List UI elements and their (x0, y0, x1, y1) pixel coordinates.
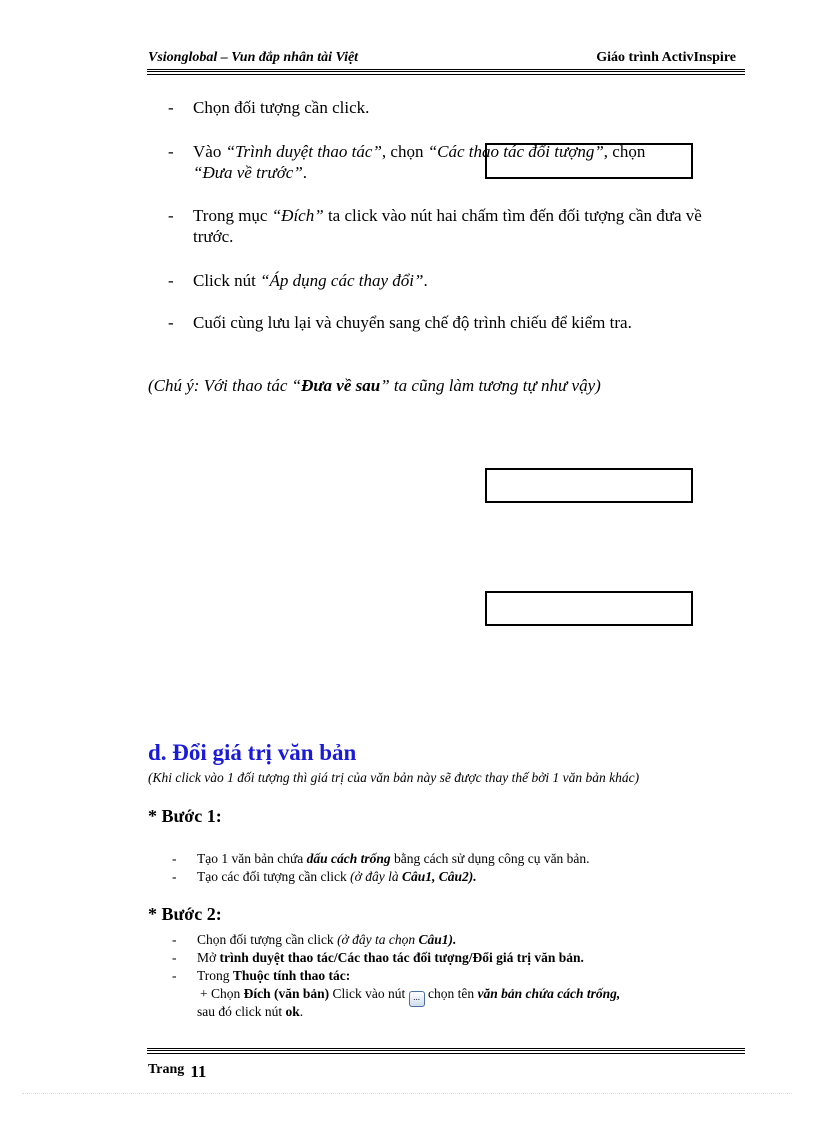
note: (Chú ý: Với thao tác “Đưa về sau” ta cũng làm tương tự như vậy) (148, 376, 601, 395)
footer-label: Trang (148, 1062, 185, 1077)
header-rule (147, 69, 745, 72)
overlay-box (485, 468, 693, 503)
footer (148, 1058, 207, 1081)
footer-rule (147, 1048, 745, 1051)
list-item-text: Trong Thuộc tính thao tác: (197, 968, 351, 983)
header-rule-thin (147, 74, 745, 75)
section-title: d. Đổi giá trị văn bản (148, 740, 357, 765)
section-description: (Khi click vào 1 đối tượng thì giá trị của văn bản này sẽ được thay thế bởi 1 văn bản khác) (148, 770, 640, 785)
list-item-text: Chọn đối tượng cần click (ở đây ta chọn Câu1). (197, 932, 457, 947)
step-2-title: * Bước 2: (148, 904, 222, 924)
list-item-text: Trong mục “Đích” ta click vào nút hai chấm tìm đến đối tượng cần đưa về trước. (193, 206, 702, 246)
step-1-title: * Bước 1: (148, 806, 222, 826)
list-item-text: Mở trình duyệt thao tác/Các thao tác đối tượng/Đổi giá trị văn bản. (197, 950, 584, 965)
list-item-text: Click nút “Áp dụng các thay đổi”. (193, 271, 428, 290)
list-item-text: Chọn đối tượng cần click. (193, 98, 370, 117)
list-item-text: Vào “Trình duyệt thao tác”, chọn “Các thao tác đối tượng”, chọn “Đưa về trước”. (193, 142, 646, 182)
header-right: Giáo trình ActivInspire (596, 50, 736, 65)
overlay-box (485, 143, 693, 179)
list-item-text: Cuối cùng lưu lại và chuyển sang chế độ trình chiếu để kiểm tra. (193, 313, 632, 332)
list-item-text: Tạo 1 văn bản chứa dấu cách trống bằng cách sử dụng công cụ văn bản. (197, 851, 590, 866)
ellipsis-button-icon: ... (409, 991, 425, 1007)
header-left: Vsionglobal – Vun đắp nhân tài Việt (148, 50, 359, 65)
overlay-box (485, 591, 693, 626)
page-edge (22, 1093, 792, 1094)
list-item-sub: sau đó click nút ok. (197, 1004, 304, 1019)
list-item-sub: + Chọn Đích (văn bản) Click vào nút ... chọn tên văn bản chứa cách trống, (200, 985, 740, 1007)
list-item-text: Tạo các đối tượng cần click (ở đây là Câu1, Câu2). (197, 869, 477, 884)
page-number: 11 (190, 1062, 207, 1081)
footer-rule-thin (147, 1053, 745, 1054)
